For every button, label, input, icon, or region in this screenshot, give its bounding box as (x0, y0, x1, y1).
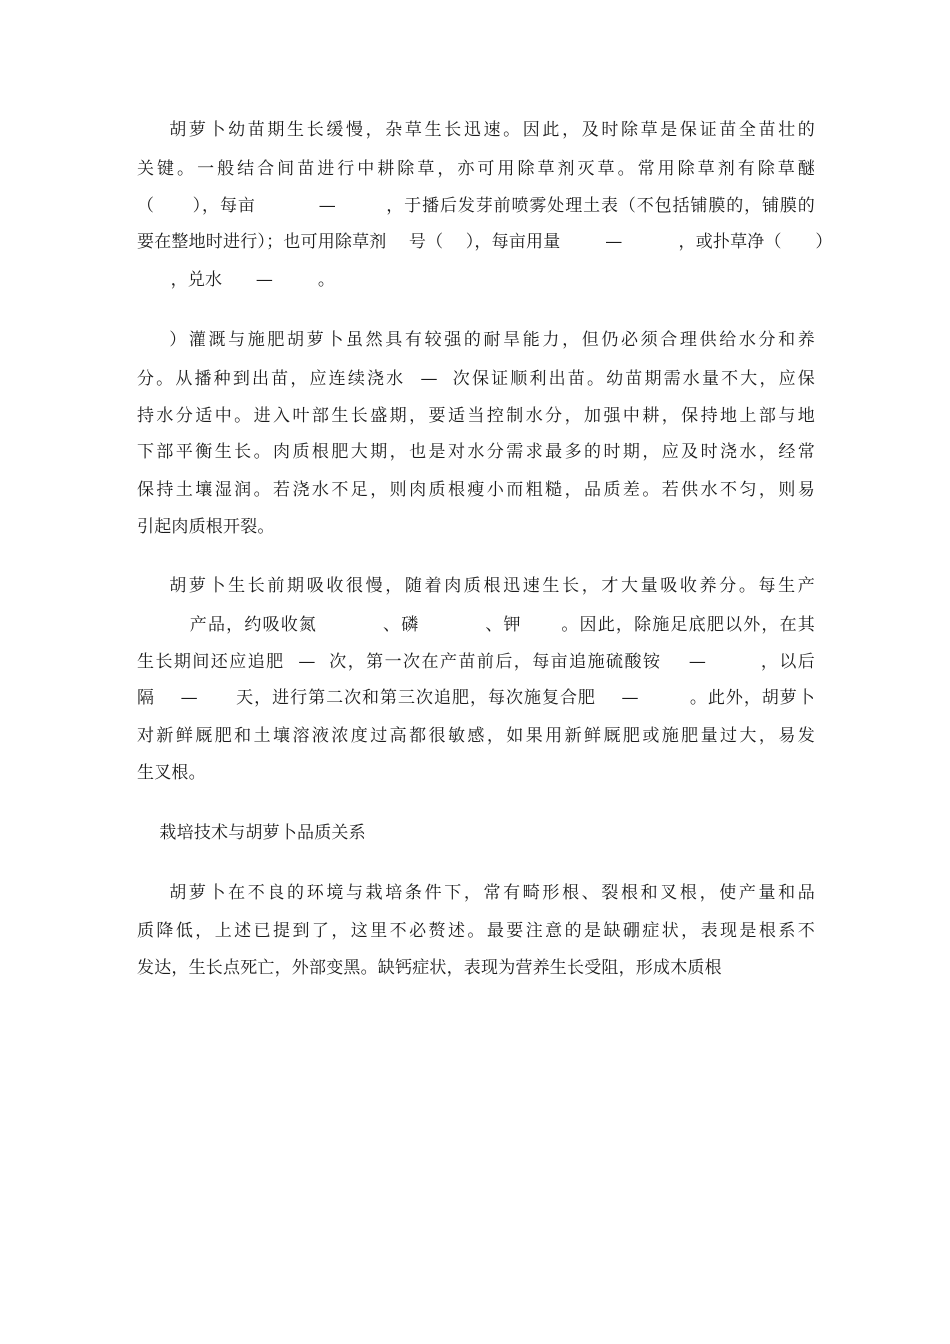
text-line: ，兑水 — 。 (137, 270, 336, 290)
text-line: 胡萝卜幼苗期生长缓慢，杂草生长迅速。因此，及时除草是保证苗全苗壮的 (137, 120, 815, 140)
text-line: 引起肉质根开裂。 (137, 517, 275, 537)
text-line: 产品，约吸收氮 、磷 、钾 。因此，除施足底肥以外，在其 (137, 615, 815, 635)
text-line: ）灌溉与施肥胡萝卜虽然具有较强的耐旱能力，但仍必须合理供给水分和养 (137, 330, 815, 350)
text-line: 分。从播种到出苗，应连续浇水 — 次保证顺利出苗。幼苗期需水量不大，应保 (137, 369, 815, 389)
text-line: 要在整地时进行）；也可用除草剂 号（ ），每亩用量 — ，或扑草净（ ） (137, 232, 833, 252)
text-line: 持水分适中。进入叶部生长盛期，要适当控制水分，加强中耕，保持地上部与地 (137, 406, 815, 426)
text-line: 保持土壤湿润。若浇水不足，则肉质根瘦小而粗糙，品质差。若供水不匀，则易 (137, 480, 815, 500)
text-line: 生叉根。 (137, 763, 206, 783)
section-heading: 栽培技术与胡萝卜品质关系 (137, 823, 366, 843)
text-line: 关键。一般结合间苗进行中耕除草，亦可用除草剂灭草。常用除草剂有除草醚 (137, 159, 815, 179)
text-line: 隔 — 天，进行第二次和第三次追肥，每次施复合肥 — 。此外，胡萝卜 (137, 688, 815, 708)
text-line: 质降低，上述已提到了，这里不必赘述。最要注意的是缺硼症状，表现是根系不 (137, 921, 815, 941)
text-line: 下部平衡生长。肉质根肥大期，也是对水分需求最多的时期，应及时浇水，经常 (137, 442, 815, 462)
text-line: 胡萝卜在不良的环境与栽培条件下，常有畸形根、裂根和叉根，使产量和品 (137, 883, 815, 903)
text-line: （ ），每亩 — ，于播后发芽前喷雾处理土表（不包括铺膜的，铺膜的 (137, 196, 815, 216)
text-line: 生长期间还应追肥 — 次，第一次在产苗前后，每亩追施硫酸铵 — ，以后 (137, 652, 815, 672)
text-line: 对新鲜厩肥和土壤溶液浓度过高都很敏感，如果用新鲜厩肥或施肥量过大，易发 (137, 726, 815, 746)
text-line: 胡萝卜生长前期吸收很慢，随着肉质根迅速生长，才大量吸收养分。每生产 (137, 576, 815, 596)
text-line: 发达，生长点死亡，外部变黑。缺钙症状，表现为营养生长受阻，形成木质根 (137, 958, 722, 978)
